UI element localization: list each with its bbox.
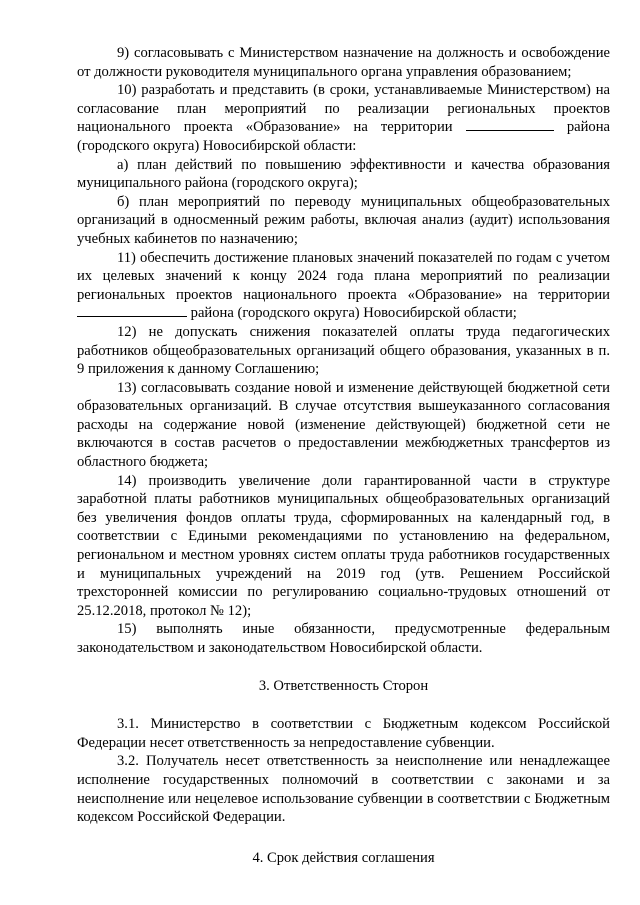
item-9: 9) согласовывать с Министерством назначение на должность и освобождение от должности руководителя муниципального органа управления образованием; [77,45,610,80]
clause-3-2: 3.2. Получатель несет ответственность за неисполнение или ненадлежащее исполнение государственных полномочий в соответствии с законами и за неисполнение или нецелевое использование субвенции в соответствии с Бюджетным кодексом Российской Федерации. [77,753,610,826]
clause-3-1: 3.1. Министерство в соответствии с Бюджетным кодексом Российской Федерации несет ответственность за непредоставление субвенции. [77,716,610,751]
item-13: 13) согласовывать создание новой и изменение действующей бюджетной сети образовательных организаций. В случае отсутствия вышеуказанного согласования расходы на содержание новой (изменение действующей) бюджетной сети не включаются в состав расчетов о предоставлении межбюджетных трансфертов из областного бюджета; [77,379,610,471]
section-3-heading: 3. Ответственность Сторон [258,677,429,694]
territory-blank-line [77,304,187,317]
item-11 [77,249,610,323]
item-12: 12) не допускать снижения показателей оплаты труда педагогических работников общеобразовательных организаций общего образования, указанных в п. 9 приложения к данному Соглашению; [77,323,610,378]
item-10-b: б) план мероприятий по переводу муниципальных общеобразовательных организаций в односменный режим работы, включая анализ (аудит) использования учебных кабинетов по назначению; [77,193,610,247]
item-11-text-end: района (городского округа) Новосибирской области; [190,305,517,322]
item-10-text-end: района (городского округа) Новосибирской области: [77,119,610,154]
item-14: 14) производить увеличение доли гарантированной части в структуре заработной платы работников муниципальных общеобразовательных организаций без увеличения фондов оплаты труда, сформированных на календарный год, в соответствии с Едиными рекомендациями по установлению на федеральном, региональном и местном уровнях систем оплаты труда работников государственных и муниципальных учреждений на 2019 год (утв. Решением Российской трехсторонней комиссии по регулированию социально-трудовых отношений от 25.12.2018, протокол № 12); [77,472,610,619]
item-15: 15) выполнять иные обязанности, предусмотренные федеральным законодательством и законодательством Новосибирской области. [77,621,610,656]
document-page [77,44,610,867]
item-10-a: а) план действий по повышению эффективности и качества образования муниципального района (городского округа); [77,156,610,192]
item-10 [77,81,610,155]
item-10-text-start: 10) разработать и представить (в сроки, устанавливаемые Министерством) на согласование план мероприятий по реализации региональных проектов национального проекта «Образование» на территории [77,82,610,136]
section-4-heading: 4. Срок действия соглашения [252,849,435,866]
territory-blank-line [466,118,554,131]
item-11-text-start: 11) обеспечить достижение плановых значений показателей по годам с учетом их целевых значений к концу 2024 года плана мероприятий по реализации региональных проектов национального проекта «Образование» на территории [77,249,610,303]
